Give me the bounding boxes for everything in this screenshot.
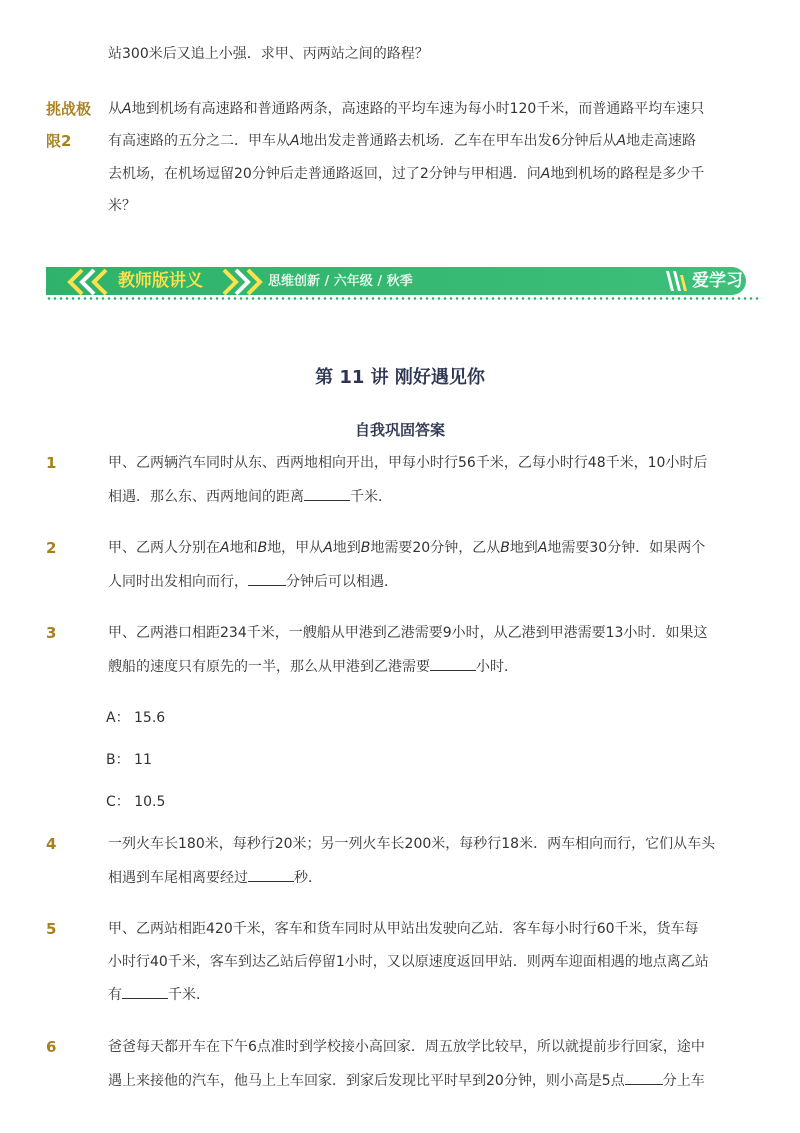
- q6-line-2: [108, 1070, 705, 1091]
- text: 甲、乙两人分别在: [108, 540, 220, 556]
- text: 艘船的速度只有原先的一半，那么从甲港到乙港需要: [108, 659, 430, 675]
- text: 人同时出发相向而行，: [108, 574, 248, 590]
- var-a: A: [323, 540, 333, 556]
- answer-blank: [122, 984, 168, 999]
- var-b: B: [257, 540, 268, 556]
- banner-dotted-rule: [46, 297, 762, 300]
- q4-line-1: 一列火车长180米，每秒行20米；另一列火车长200米，每秒行18米．两车相向而行，它们从车头: [108, 836, 716, 852]
- text: 地走高速路: [626, 133, 697, 149]
- var-b: B: [500, 540, 510, 556]
- logo-icon: [664, 269, 690, 293]
- var-a: A: [290, 133, 300, 149]
- var-a: A: [537, 540, 548, 556]
- q3-line-1: 甲、乙两港口相距234千米，一艘船从甲港到乙港需要9小时，从乙港到甲港需要13小时．如果这: [108, 625, 708, 641]
- question-number: 4: [46, 835, 57, 853]
- answer-blank: [430, 656, 476, 671]
- banner-teacher-edition: 教师版讲义: [118, 271, 203, 291]
- challenge-label-number: 限2: [46, 132, 72, 150]
- challenge-line-4: 米？: [108, 198, 136, 214]
- text: 秒．: [294, 870, 322, 886]
- chevron-left-icon: [66, 268, 114, 296]
- answer-blank: [248, 867, 294, 882]
- text: 地需要20分钟，乙从: [370, 540, 501, 556]
- text: 有: [108, 987, 122, 1003]
- chevron-right-icon: [216, 268, 264, 296]
- question-number: 1: [46, 454, 57, 472]
- page-header-banner: [46, 264, 762, 300]
- var-a: A: [220, 540, 230, 556]
- q6-line-1: 爸爸每天都开车在下午6点准时到学校接小高回家．周五放学比较早，所以就提前步行回家，途中: [108, 1039, 705, 1055]
- q5-line-3: [108, 984, 210, 1005]
- q5-line-2: 小时行40千米，客车到达乙站后停留1小时，又以原速度返回甲站．则两车迎面相遇的地点离乙站: [108, 954, 709, 970]
- text: 有高速路的五分之二．甲车从: [108, 133, 290, 149]
- var-a: A: [616, 133, 627, 149]
- var-b: B: [360, 540, 371, 556]
- banner-course-info: 思维创新 / 六年级 / 秋季: [268, 274, 413, 289]
- text: 地和: [229, 540, 258, 556]
- option-c: C： 10.5: [106, 794, 166, 810]
- text: 地出发走普通路去机场．乙车在甲车出发6分钟后从: [299, 133, 617, 149]
- text: 分上车: [662, 1073, 705, 1089]
- text: 相遇．那么东、西两地间的距离: [108, 489, 304, 505]
- text: 地到机场有高速路和普通路两条，高速路的平均车速为每小时120千米，而普通路平均车速只: [131, 101, 705, 117]
- text: 去机场，在机场逗留20分钟后走普通路返回，过了2分钟与甲相遇．问: [108, 166, 541, 182]
- text: 千米．: [168, 987, 210, 1003]
- challenge-line-2: [108, 131, 696, 151]
- text: 遇上来接他的汽车，他马上上车回家．到家后发现比平时早到20分钟，则小高是5点: [108, 1073, 625, 1089]
- answer-blank: [248, 571, 286, 586]
- text: 地需要30分钟．如果两个: [547, 540, 706, 556]
- q3-line-2: [108, 656, 518, 677]
- text: 从: [108, 101, 122, 117]
- challenge-label: 挑战极: [46, 100, 92, 118]
- option-a: A： 15.6: [106, 710, 166, 726]
- text: 千米．: [350, 489, 392, 505]
- q1-line-2: [108, 486, 392, 507]
- text: 小时．: [476, 659, 518, 675]
- question-number: 2: [46, 539, 57, 557]
- option-b: B： 11: [106, 752, 152, 768]
- answer-blank: [304, 486, 350, 501]
- text: 地到机场的路程是多少千: [550, 166, 705, 182]
- brand-logo-text: 爱学习: [692, 271, 743, 291]
- lecture-title: 第 11 讲 刚好遇见你: [315, 367, 485, 388]
- text: 地，甲从: [267, 540, 324, 556]
- answer-blank: [625, 1070, 663, 1085]
- var-a: A: [122, 101, 132, 117]
- q4-line-2: [108, 867, 322, 888]
- var-a: A: [540, 166, 551, 182]
- question-number: 5: [46, 920, 57, 938]
- q5-line-1: 甲、乙两站相距420千米，客车和货车同时从甲站出发驶向乙站．客车每小时行60千米，货车每: [108, 921, 699, 937]
- prev-question-line: 站300米后又追上小强．求甲、丙两站之间的路程？: [108, 46, 429, 62]
- text: 分钟后可以相遇．: [286, 574, 398, 590]
- question-number: 6: [46, 1038, 57, 1056]
- text: 地到: [509, 540, 538, 556]
- q2-line-2: [108, 571, 398, 592]
- q1-line-1: 甲、乙两辆汽车同时从东、西两地相向开出，甲每小时行56千米，乙每小时行48千米，10小时后: [108, 455, 708, 471]
- challenge-line-1: [108, 99, 704, 119]
- section-title: 自我巩固答案: [354, 421, 445, 439]
- q2-line-1: [108, 538, 705, 558]
- text: 相遇到车尾相离要经过: [108, 870, 248, 886]
- challenge-line-3: [108, 164, 704, 184]
- question-number: 3: [46, 624, 57, 642]
- text: 地到: [332, 540, 361, 556]
